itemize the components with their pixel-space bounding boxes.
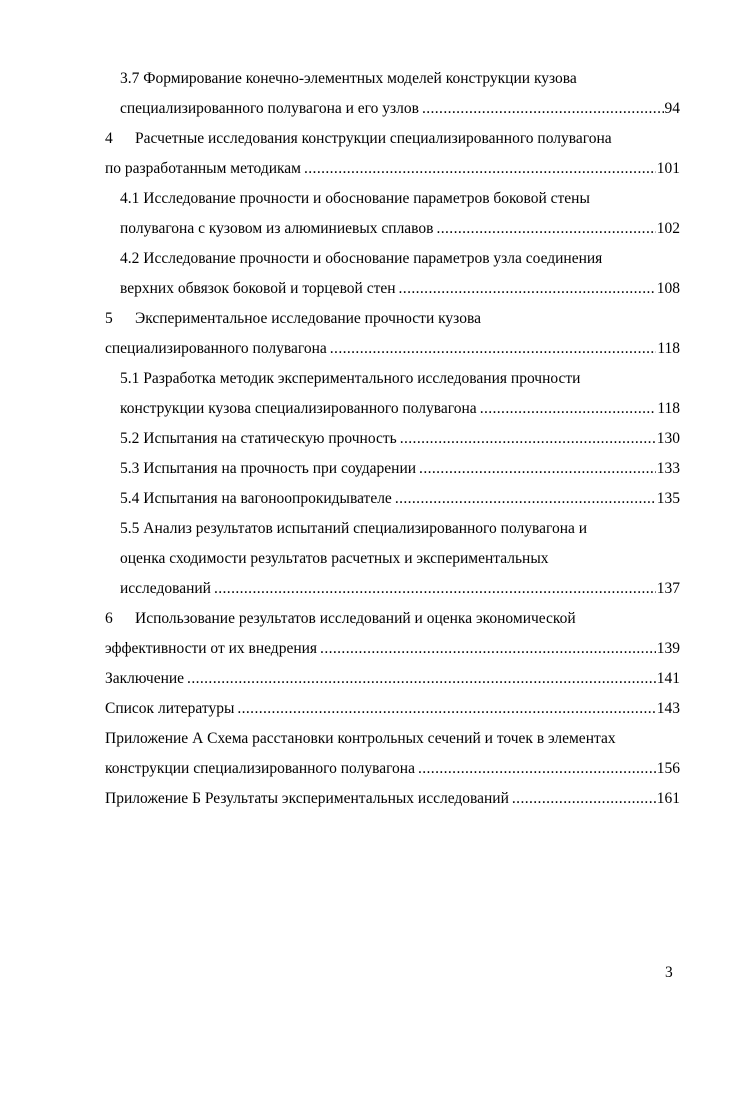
- toc-page-number: 137: [656, 580, 680, 597]
- toc-entry[interactable]: [105, 394, 680, 424]
- dot-leader: [419, 454, 656, 484]
- toc-line: [105, 124, 680, 154]
- toc-entry-text: исследований: [120, 580, 211, 597]
- dot-leader: [418, 754, 656, 784]
- toc-entry-text: 5.5 Анализ результатов испытаний специализированного полувагона и: [120, 520, 588, 537]
- toc-entry[interactable]: [105, 484, 680, 514]
- toc-entry-text: эффективности от их внедрения: [105, 640, 318, 657]
- toc-entry[interactable]: [105, 634, 680, 664]
- toc-entry-text: 3.7 Формирование конечно-элементных моделей конструкции кузова: [120, 70, 577, 87]
- toc-page-number: 108: [656, 280, 680, 297]
- toc-page-number: 118: [657, 400, 680, 417]
- toc-entry-text: 5.3 Испытания на прочность при соударении: [120, 460, 417, 477]
- toc-entry-text: Экспериментальное исследование прочности кузова: [135, 310, 481, 327]
- toc-line: [105, 364, 680, 394]
- toc-entry-text: конструкции кузова специализированного полувагона: [120, 400, 477, 417]
- dot-leader: [214, 574, 656, 604]
- toc-entry[interactable]: [105, 94, 680, 124]
- toc-entry-text: 4.1 Исследование прочности и обоснование параметров боковой стены: [120, 190, 590, 207]
- toc-entry[interactable]: [105, 274, 680, 304]
- toc-entry[interactable]: [105, 694, 680, 724]
- dot-leader: [400, 424, 656, 454]
- chapter-number: 5: [105, 310, 113, 327]
- toc-entry-text: конструкции специализированного полувагона: [105, 760, 415, 777]
- toc-entry-text: по разработанным методикам: [105, 160, 301, 177]
- toc-entry-text: 4.2 Исследование прочности и обоснование параметров узла соединения: [120, 250, 603, 267]
- toc-page-number: 118: [657, 340, 680, 357]
- toc-entry-text: специализированного полувагона: [105, 340, 327, 357]
- dot-leader: [187, 664, 656, 694]
- toc-entry[interactable]: [105, 784, 680, 814]
- toc-page-number: 130: [656, 430, 680, 447]
- toc-line: [105, 604, 680, 634]
- toc-entry-text: Заключение: [105, 670, 185, 687]
- toc-page-number: 94: [664, 100, 680, 117]
- dot-leader: [422, 94, 664, 124]
- toc-page-number: 102: [656, 220, 680, 237]
- toc-entry[interactable]: [105, 754, 680, 784]
- toc-entry[interactable]: [105, 154, 680, 184]
- dot-leader: [320, 634, 656, 664]
- toc-entry-text: оценка сходимости результатов расчетных и экспериментальных: [120, 550, 549, 567]
- toc-entry-text: Приложение Б Результаты экспериментальных исследований: [105, 790, 509, 807]
- toc-page-number: 101: [656, 160, 680, 177]
- dot-leader: [512, 784, 656, 814]
- toc-page-number: 141: [656, 670, 680, 687]
- toc-page-number: 143: [656, 700, 680, 717]
- dot-leader: [399, 274, 656, 304]
- toc-entry-text: 5.4 Испытания на вагоноопрокидывателе: [120, 490, 392, 507]
- toc-entry-text: полувагона с кузовом из алюминиевых сплавов: [120, 220, 434, 237]
- dot-leader: [330, 334, 657, 364]
- toc-entry[interactable]: [105, 214, 680, 244]
- toc-line: [105, 304, 680, 334]
- toc-entry[interactable]: [105, 664, 680, 694]
- table-of-contents: [105, 64, 680, 814]
- toc-line: [105, 724, 680, 754]
- page-number: 3: [665, 964, 673, 981]
- toc-entry[interactable]: [105, 424, 680, 454]
- toc-entry[interactable]: [105, 574, 680, 604]
- dot-leader: [237, 694, 655, 724]
- dot-leader: [304, 154, 656, 184]
- chapter-number: 6: [105, 610, 113, 627]
- toc-entry[interactable]: [105, 334, 680, 364]
- toc-line: [105, 244, 680, 274]
- dot-leader: [480, 394, 657, 424]
- toc-page-number: 135: [656, 490, 680, 507]
- toc-page-number: 161: [656, 790, 680, 807]
- dot-leader: [436, 214, 655, 244]
- toc-entry-text: Использование результатов исследований и оценка экономической: [135, 610, 576, 627]
- toc-entry[interactable]: [105, 454, 680, 484]
- toc-entry-text: Список литературы: [105, 700, 235, 717]
- toc-page-number: 156: [656, 760, 680, 777]
- toc-page-number: 139: [656, 640, 680, 657]
- toc-entry-text: верхних обвязок боковой и торцевой стен: [120, 280, 396, 297]
- chapter-number: 4: [105, 130, 113, 147]
- toc-entry-text: Приложение А Схема расстановки контрольных сечений и точек в элементах: [105, 730, 616, 747]
- dot-leader: [395, 484, 656, 514]
- toc-line: [105, 544, 680, 574]
- toc-entry-text: специализированного полувагона и его узлов: [120, 100, 419, 117]
- toc-entry-text: 5.1 Разработка методик экспериментального исследования прочности: [120, 370, 581, 387]
- toc-line: [105, 64, 680, 94]
- toc-line: [105, 184, 680, 214]
- toc-entry-text: 5.2 Испытания на статическую прочность: [120, 430, 397, 447]
- toc-entry-text: Расчетные исследования конструкции специализированного полувагона: [135, 130, 612, 147]
- toc-line: [105, 514, 680, 544]
- toc-page-number: 133: [656, 460, 680, 477]
